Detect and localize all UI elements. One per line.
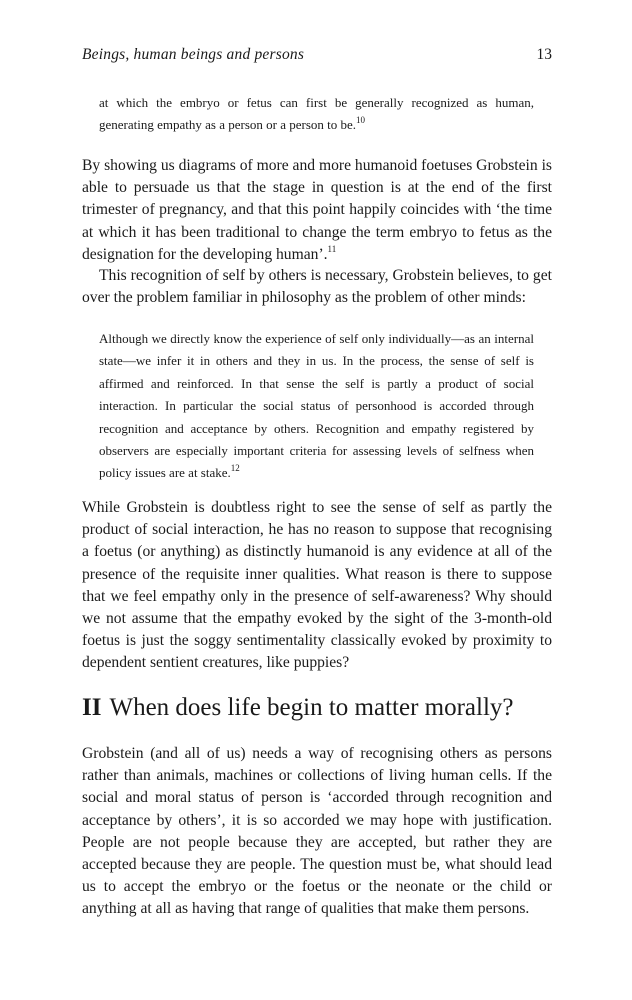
running-head [82,46,552,68]
paragraph-1-text: By showing us diagrams of more and more humanoid foetuses Grobstein is able to persuade us that the stage in question is at the end of the first trimester of pregnancy, and that this point happily coincides with ‘the time at which it has been traditional to change the term embryo to fetus as the designation for the developing human’. [82,157,552,263]
paragraph-3-text: While Grobstein is doubtless right to see the sense of self as partly the product of social interaction, he has no reason to suppose that recognising a foetus (or anything) as distinctly humanoid is any evidence at all of the presence of the requisite inner qualities. What reason is there to suppose that we feel empathy only in the presence of self-awareness? Why should we not assume that the empathy evoked by the sight of the 3-month-old foetus is just the soggy sentimentality classically evoked by proximity to dependent sentient creatures, like puppies? [82,499,552,672]
running-title: Beings, human beings and persons [82,46,305,63]
section-title: When does life begin to matter morally? [109,694,514,721]
paragraph-4 [82,743,552,921]
paragraph-4-text: Grobstein (and all of us) needs a way of recognising others as persons rather than animals, machines or collections of living human cells. If the social and moral status of person is ‘accorded through recognition and acceptance by others’, it is so accorded we may hope with justification. People are not people because they are accepted, but rather they are accepted because they are people. The question must be, what should lead us to accept the embryo or the foetus or the neonate or the child or anything at all as having that range of qualities that make them persons. [82,745,552,918]
block-quote-2-text: Although we directly know the experience of self only individually—as an internal state—we infer it in others and they in us. In the process, the sense of self is affirmed and reinforced. In that sense the self is partly a product of social interaction. In particular the social status of personhood is accorded through recognition and acceptance by others. Recognition and empathy registered by observers are especially important criteria for assessing levels of selfness when policy issues are at stake. [99,331,534,481]
paragraph-2-text: This recognition of self by others is necessary, Grobstein believes, to get over the problem familiar in philosophy as the problem of other minds: [82,267,552,307]
section-numeral: II [82,694,102,721]
section-heading [82,694,552,722]
paragraph-3 [82,497,552,675]
footnote-ref-10: 10 [356,115,366,126]
block-quote-2 [82,328,552,485]
block-quote-1-text: at which the embryo or fetus can first be generally recognized as human, generating empathy as a person or a person to be. [99,95,534,133]
paragraph-1 [82,155,552,266]
block-quote-1 [82,92,552,137]
footnote-ref-12: 12 [230,463,240,474]
page-number: 13 [536,46,552,63]
footnote-ref-11: 11 [327,243,337,254]
paragraph-2 [82,265,552,309]
